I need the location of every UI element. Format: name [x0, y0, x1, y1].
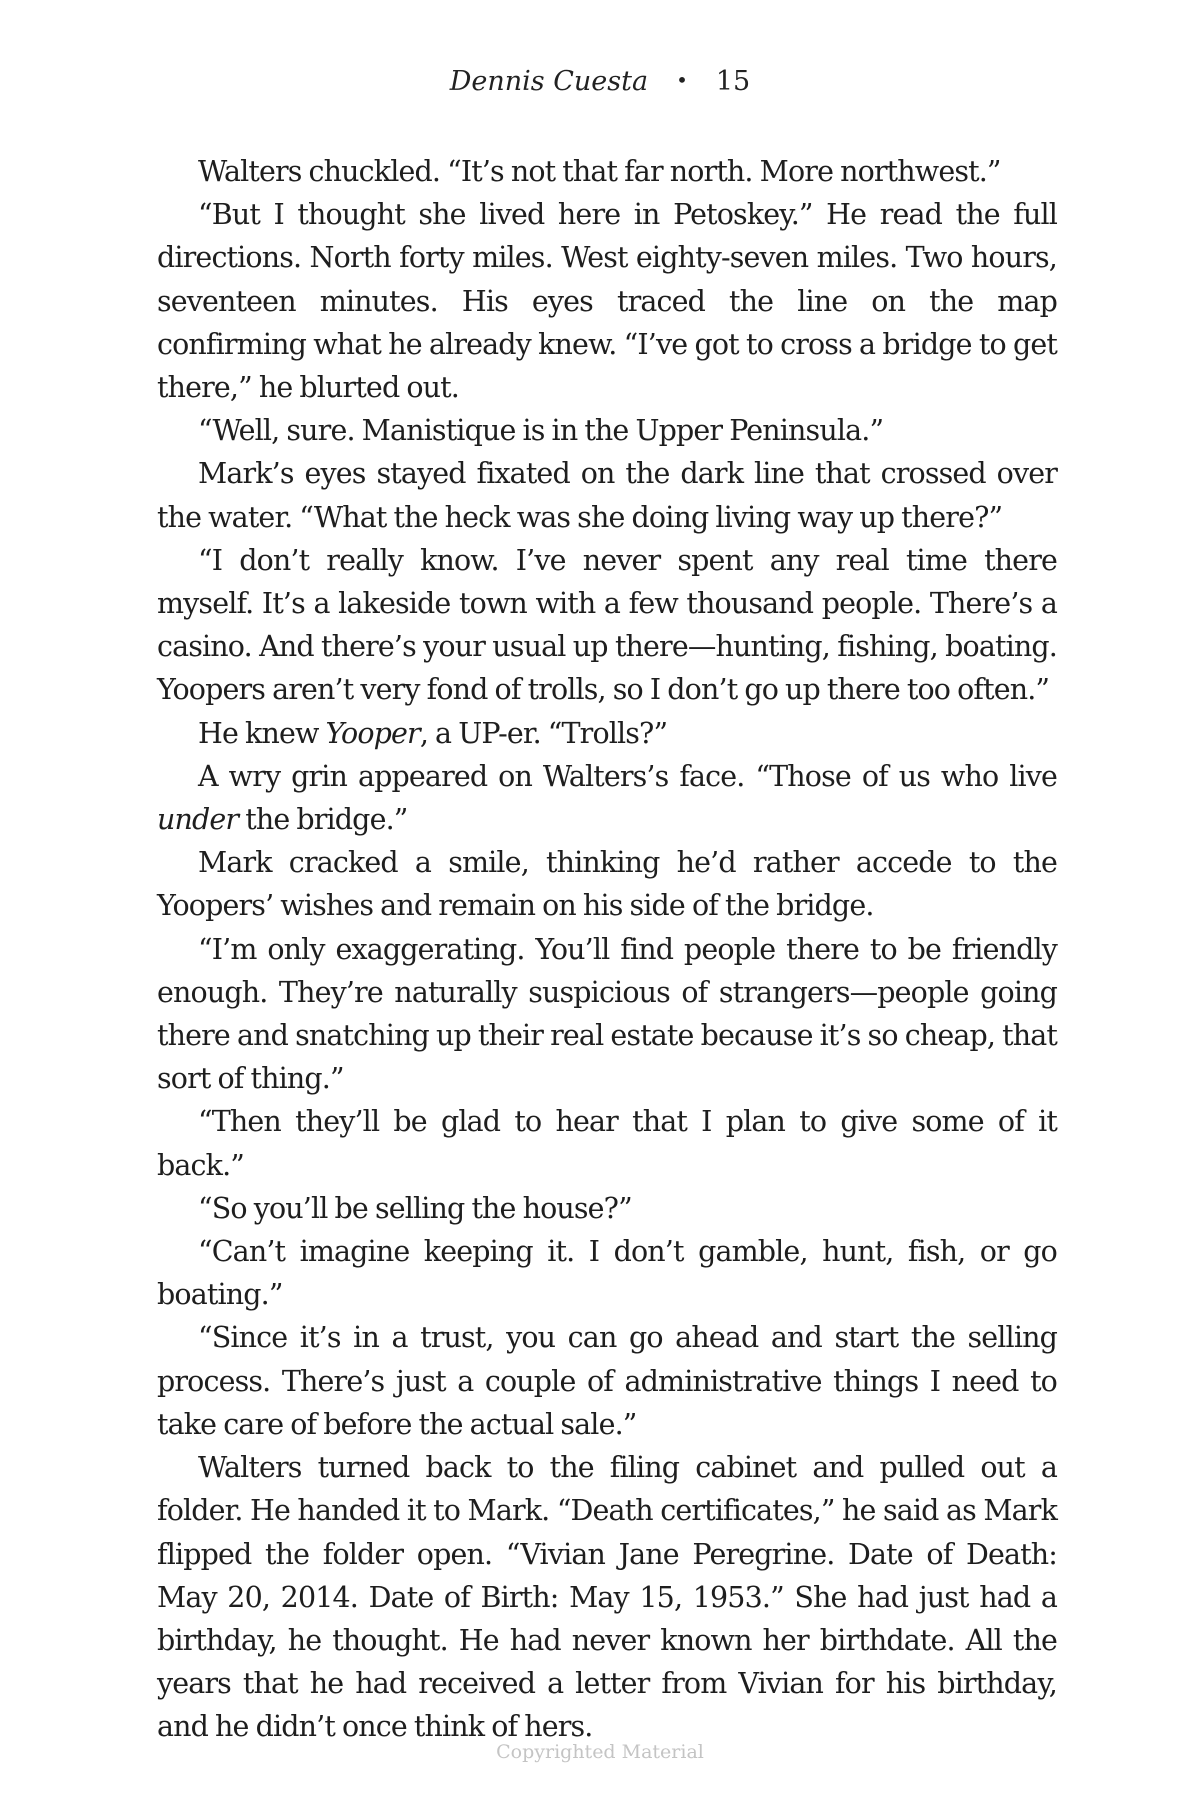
paragraph: [157, 841, 1057, 927]
text-run: “So you’ll be selling the house?”: [198, 1191, 632, 1225]
paragraph: [157, 409, 1057, 452]
paragraph: [157, 1100, 1057, 1186]
text-run: “Well, sure. Manistique is in the Upper Peninsula.”: [198, 414, 884, 448]
header-bullet: •: [676, 68, 688, 92]
running-header: [0, 62, 1200, 100]
text-run: Walters chuckled. “It’s not that far north. More northwest.”: [198, 155, 1001, 188]
italic-text: under: [157, 803, 239, 837]
paragraph: [157, 539, 1057, 712]
paragraph: [157, 452, 1057, 538]
paragraph: [157, 928, 1057, 1101]
text-run: Mark cracked a smile, thinking he’d rather accede to the Yoopers’ wishes and remain on his side of the bridge.: [157, 846, 1057, 923]
paragraph: [157, 150, 1057, 193]
text-run: , a UP-er. “Trolls?”: [419, 716, 668, 750]
text-run: A wry grin appeared on Walters’s face. “Those of us who live: [198, 759, 1057, 793]
text-run: “Can’t imagine keeping it. I don’t gamble, hunt, fish, or go boating.”: [157, 1235, 1057, 1312]
body-text: [157, 150, 1057, 1749]
text-run: “I’m only exaggerating. You’ll find people there to be friendly enough. They’re naturally suspicious of strangers—people going there and snatching up their real estate because it’s so cheap, that sort of thing.”: [157, 932, 1057, 1096]
text-run: Walters turned back to the filing cabinet and pulled out a folder. He handed it to Mark. “Death certificates,” he said as Mark flipped the folder open. “Vivian Jane Peregrine. Date of Death: May 20, 2014. Date of Birth: May 15, 1953.” She had just had a birthday, he thought. He had never known her birthdate. All the years that he had received a letter from Vivian for his birthday, and he didn’t once think of hers.: [157, 1451, 1057, 1744]
text-run: the bridge.”: [238, 803, 408, 837]
page-number: 15: [715, 66, 751, 97]
paragraph: [157, 1187, 1057, 1230]
paragraph: [157, 1446, 1057, 1748]
text-run: “I don’t really know. I’ve never spent any real time there myself. It’s a lakeside town with a few thousand people. There’s a casino. And there’s your usual up there—hunting, fishing, boating. Yoopers aren’t very fond of trolls, so I don’t go up there too often.”: [157, 543, 1057, 707]
copyright-footer: Copyrighted Material: [496, 1741, 704, 1763]
paragraph: [157, 755, 1057, 841]
text-run: “Then they’ll be glad to hear that I plan to give some of it back.”: [157, 1105, 1057, 1182]
text-run: Mark’s eyes stayed fixated on the dark line that crossed over the water. “What the heck was she doing living way up there?”: [157, 457, 1057, 534]
text-run: “But I thought she lived here in Petoskey.” He read the full directions. North forty miles. West eighty-seven miles. Two hours, seventeen minutes. His eyes traced the line on the map confirming what he already knew. “I’ve got to cross a bridge to get there,” he blurted out.: [157, 198, 1057, 405]
italic-text: Yooper: [325, 716, 420, 750]
paragraph: [157, 1230, 1057, 1316]
paragraph: [157, 712, 1057, 755]
paragraph: [157, 193, 1057, 409]
header-author: Dennis Cuesta: [449, 66, 649, 97]
text-run: He knew: [198, 716, 326, 750]
text-run: “Since it’s in a trust, you can go ahead and start the selling process. There’s just a couple of administrative things I need to take care of before the actual sale.”: [157, 1321, 1057, 1441]
paragraph: [157, 1316, 1057, 1446]
